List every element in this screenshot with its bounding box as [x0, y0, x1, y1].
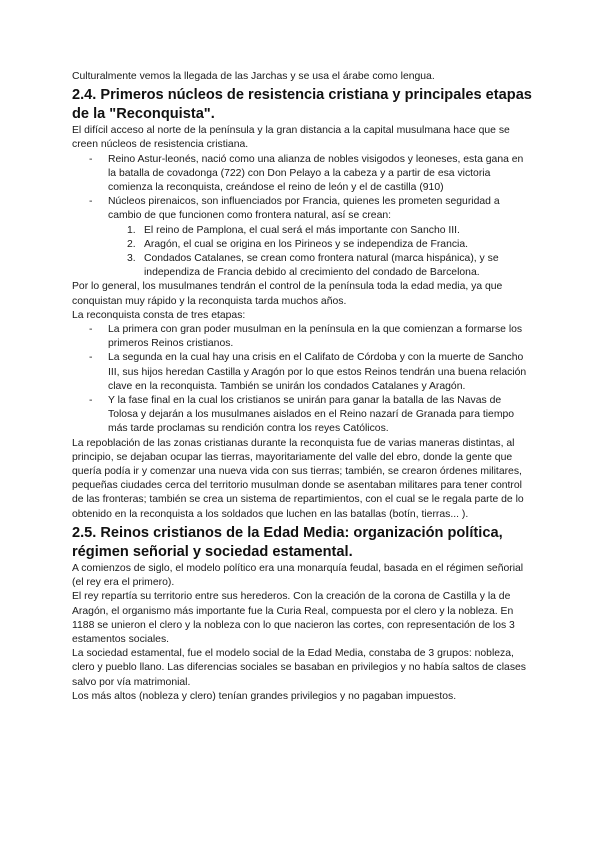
- list-item: - Y la fase final en la cual los cristianos se unirán para ganar la batalla de las Navas de Tolosa y dejarán a los musulmanes aislados en el Reino nazarí de Granada para tiempo más tarde proclamas su rendición contra los reyes Católicos.: [72, 394, 532, 437]
- privileges-paragraph: Los más altos (nobleza y clero) tenían grandes privilegios y no pagaban impuestos.: [72, 690, 457, 702]
- numbered-item: 1. El reino de Pamplona, el cual será el más importante con Sancho III.: [127, 224, 460, 236]
- section-title-2-4: 2.4. Primeros núcleos de resistencia cristiana y principales etapas de la "Reconquista".: [72, 87, 532, 123]
- list-item: - Reino Astur-leonés, nació como una alianza de nobles visigodos y leoneses, esta gana en la batalla de covadonga (722) con Don Pelayo a la cabeza y a partir de esa victoria comienza la reconquista, creándose el reino de león y el de castilla (910): [72, 153, 532, 196]
- political-model-paragraph: A comienzos de siglo, el modelo político era una monarquía feudal, basada en el régimen señorial (el rey era el primero).: [72, 562, 524, 589]
- intro-paragraph: Culturalmente vemos la llegada de las Jarchas y se usa el árabe como lengua.: [72, 71, 435, 82]
- list-item: - Núcleos pirenaicos, son influenciados por Francia, quienes les prometen seguridad a cambio de que funcionen como frontera natural, así se crean:: [72, 195, 532, 223]
- resistance-nuclei-list: [72, 153, 532, 224]
- list-item: - La segunda en la cual hay una crisis en el Califato de Córdoba y con la muerte de Sancho III, sus hijos heredan Castilla y Aragón por lo que estos Reinos tendrán una buena relación clave en la reconquista. También se unirán los condados Catalanes y Aragón.: [72, 351, 532, 394]
- reconquista-stages-list: [72, 323, 532, 437]
- section-2-4-intro: El difícil acceso al norte de la península y la gran distancia a la capital musulmana hace que se creen núcleos de resistencia cristiana.: [72, 125, 510, 151]
- document-page: [72, 70, 532, 704]
- stages-intro: La reconquista consta de tres etapas:: [72, 309, 246, 321]
- pyrenean-nuclei-list: [72, 224, 532, 281]
- repopulation-paragraph: La repoblación de las zonas cristianas durante la reconquista fue de varias maneras distintas, al principio, se dejaban ocupar las tierras, mayoritariamente del valle del ebro, donde la gente que quería podía ir y comenzar una nueva vida con sus tierras; también, se crearon órdenes militares, pequeñas ciudades cerca del territorio musulman donde se asentaban militares para tener control de las fronteras; también se crea un sistema de repartimientos, con el cual se le regala parte de lo obtenido en la reconquista a los soldados que luchen en las batallas (botín, tierras... ).: [72, 437, 524, 520]
- numbered-item: 2. Aragón, el cual se origina en los Pirineos y se independiza de Francia.: [127, 238, 469, 250]
- list-item: - La primera con gran poder musulman en la península en la que comienzan a formarse los primeros Reinos cristianos.: [72, 323, 532, 351]
- muslim-control-paragraph: Por lo general, los musulmanes tendrán el control de la península toda la edad media, ya que conquistan muy rápido y la reconquista tarda muchos años.: [72, 281, 503, 307]
- numbered-item: 3. Condados Catalanes, se crean como frontera natural (marca hispánica), y se independiza de Francia debido al crecimiento del condado de Barcelona.: [127, 253, 499, 279]
- estamental-society-paragraph: La sociedad estamental, fue el modelo social de la Edad Media, constaba de 3 grupos: nobleza, clero y pueblo llano. Las diferencias sociales se basaban en privilegios y no había saltos de clases salvo por vía matrimonial.: [72, 648, 526, 688]
- curia-paragraph: El rey repartía su territorio entre sus herederos. Con la creación de la corona de Castilla y la de Aragón, el organismo más importante fue la Curia Real, compuesta por el clero y la nobleza. En 1188 se unieron el clero y la nobleza con lo que nacieron las cortes, con representación de los 3 estamentos sociales.: [72, 591, 515, 645]
- section-title-2-5: 2.5. Reinos cristianos de la Edad Media: organización política, régimen señorial y sociedad estamental.: [72, 524, 503, 560]
